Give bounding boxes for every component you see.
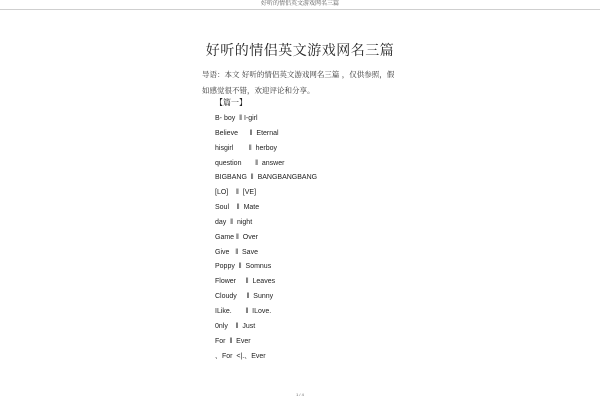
header-divider (0, 9, 600, 10)
name-pair-item: B- boy ‖ I-girl (215, 115, 258, 122)
name-pair-item: 、For <|.、Ever (215, 352, 266, 360)
name-pair-item: hisgirl ‖ herboy (215, 144, 278, 152)
name-pair-item: ILike. ‖ ILove. (215, 307, 272, 315)
name-pair-item: [LO] ‖ [VE] (215, 189, 257, 197)
name-pair-item: Believe ‖ Eternal (215, 129, 279, 137)
name-pair-item: Cloudy ‖ Sunny (215, 293, 274, 301)
name-pair-item: For ‖ Ever (215, 337, 251, 345)
name-pair-item: Game ‖ Over (215, 233, 258, 241)
intro-paragraph: 导语：本文 好听的情侣英文游戏网名三篇 ，仅供参照，假如感觉很不错，欢迎评论和分享。 (202, 70, 395, 95)
name-pair-item: BIGBANG ‖ BANGBANGBANG (215, 174, 318, 182)
name-pair-item: Poppy ‖ Somnus (215, 263, 272, 271)
name-pair-item: question ‖ answer (215, 159, 285, 167)
name-pair-item: day ‖ night (215, 218, 253, 226)
running-header: 好听的情侣英文游戏网名三篇 (260, 0, 339, 7)
page-number: 1 / 4 (296, 392, 304, 397)
name-pair-item: Flower ‖ Leaves (215, 278, 276, 286)
name-pair-item: Soul ‖ Mate (215, 204, 260, 212)
name-pair-item: Give ‖ Save (215, 248, 258, 256)
section-heading: 【篇一】 (215, 98, 247, 107)
name-pair-item: 0nly ‖ Just (215, 322, 256, 330)
name-pair-list (215, 112, 317, 364)
document-title: 好听的情侣英文游戏网名三篇 (205, 43, 395, 59)
